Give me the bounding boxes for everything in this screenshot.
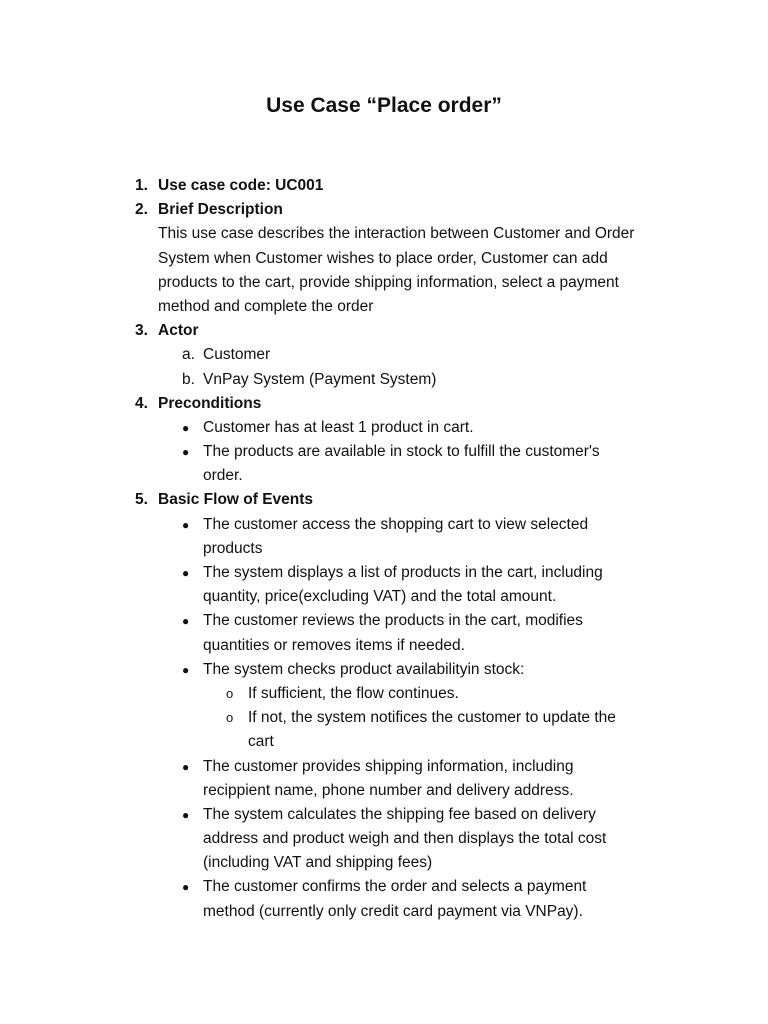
flow-substep [0, 682, 768, 706]
bullet-icon: ● [182, 759, 190, 774]
document-body [0, 174, 768, 924]
bullet-text: The system calculates the shipping fee based on delivery [203, 805, 596, 823]
bullet-icon: ● [182, 445, 190, 460]
bullet-text: quantities or removes items if needed. [203, 636, 465, 654]
section-preconditions [0, 392, 768, 416]
description-text: System when Customer wishes to place order, Customer can add [158, 249, 608, 267]
precondition-continuation [0, 464, 768, 488]
flow-step [0, 513, 768, 537]
description-line [0, 247, 768, 271]
bullet-text: The customer reviews the products in the cart, modifies [203, 612, 583, 630]
bullet-icon: ● [182, 880, 190, 895]
description-line [0, 222, 768, 246]
hollow-bullet-icon: o [226, 710, 234, 726]
bullet-text: quantity, price(excluding VAT) and the total amount. [203, 588, 557, 606]
description-text: This use case describes the interaction between Customer and Order [158, 225, 635, 243]
precondition-item [0, 440, 768, 464]
section-use-case-code [0, 174, 768, 198]
list-marker: b. [182, 370, 195, 388]
flow-step [0, 609, 768, 633]
description-text: method and complete the order [158, 297, 374, 315]
substep-text: cart [248, 733, 274, 751]
description-text: products to the cart, provide shipping information, select a payment [158, 273, 619, 291]
bullet-icon: ● [182, 420, 190, 435]
bullet-text: recippient name, phone number and delivery address. [203, 781, 574, 799]
substep-text: If not, the system notifices the customer to update the [248, 709, 616, 727]
precondition-item [0, 416, 768, 440]
section-heading: Brief Description [158, 201, 283, 219]
substep-text: If sufficient, the flow continues. [248, 684, 459, 702]
bullet-icon: ● [182, 662, 190, 677]
flow-step-continuation [0, 827, 768, 851]
flow-step [0, 561, 768, 585]
actor-text: VnPay System (Payment System) [203, 370, 437, 388]
flow-step-continuation [0, 585, 768, 609]
section-heading: Basic Flow of Events [158, 491, 314, 509]
bullet-icon: ● [182, 517, 190, 532]
bullet-text: The system checks product availabilityin stock: [203, 660, 525, 678]
bullet-icon: ● [182, 566, 190, 580]
section-heading: Use case code: UC001 [158, 177, 324, 194]
section-number: 5. [135, 491, 148, 509]
bullet-text: (including VAT and shipping fees) [203, 854, 433, 872]
flow-step [0, 875, 768, 899]
flow-substep [0, 706, 768, 730]
flow-substep-continuation [0, 730, 768, 754]
section-number: 2. [135, 201, 148, 219]
bullet-text: The customer provides shipping information, including [203, 757, 574, 775]
section-basic-flow [0, 488, 768, 512]
flow-step [0, 803, 768, 827]
bullet-text: The customer access the shopping cart to view selected [203, 515, 589, 533]
bullet-text: The system displays a list of products in the cart, including [203, 564, 603, 581]
flow-step-continuation [0, 900, 768, 924]
flow-step-continuation [0, 851, 768, 875]
section-actor [0, 319, 768, 343]
flow-step [0, 755, 768, 779]
section-number: 3. [135, 322, 148, 340]
actor-item [0, 368, 768, 392]
list-marker: a. [182, 346, 195, 364]
description-line [0, 295, 768, 319]
section-heading: Preconditions [158, 394, 262, 412]
description-line [0, 271, 768, 295]
actor-item [0, 343, 768, 367]
bullet-icon: ● [182, 614, 190, 629]
flow-step-continuation [0, 634, 768, 658]
hollow-bullet-icon: o [226, 685, 234, 701]
section-heading: Actor [158, 322, 199, 340]
bullet-text: address and product weigh and then displays the total cost [203, 830, 607, 848]
actor-text: Customer [203, 346, 271, 364]
section-number: 4. [135, 394, 148, 412]
bullet-icon: ● [182, 807, 190, 822]
page-title: Use Case “Place order” [266, 94, 502, 117]
bullet-text: The customer confirms the order and selects a payment [203, 878, 587, 896]
flow-step-continuation [0, 537, 768, 561]
flow-step [0, 658, 768, 682]
flow-step-continuation [0, 779, 768, 803]
bullet-text: Customer has at least 1 product in cart. [203, 418, 474, 436]
bullet-text: The products are available in stock to fulfill the customer's [203, 443, 600, 461]
bullet-text: order. [203, 467, 243, 485]
section-brief-description [0, 198, 768, 222]
section-number: 1. [135, 177, 148, 194]
bullet-text: method (currently only credit card payment via VNPay). [203, 902, 583, 920]
bullet-text: products [203, 539, 263, 557]
